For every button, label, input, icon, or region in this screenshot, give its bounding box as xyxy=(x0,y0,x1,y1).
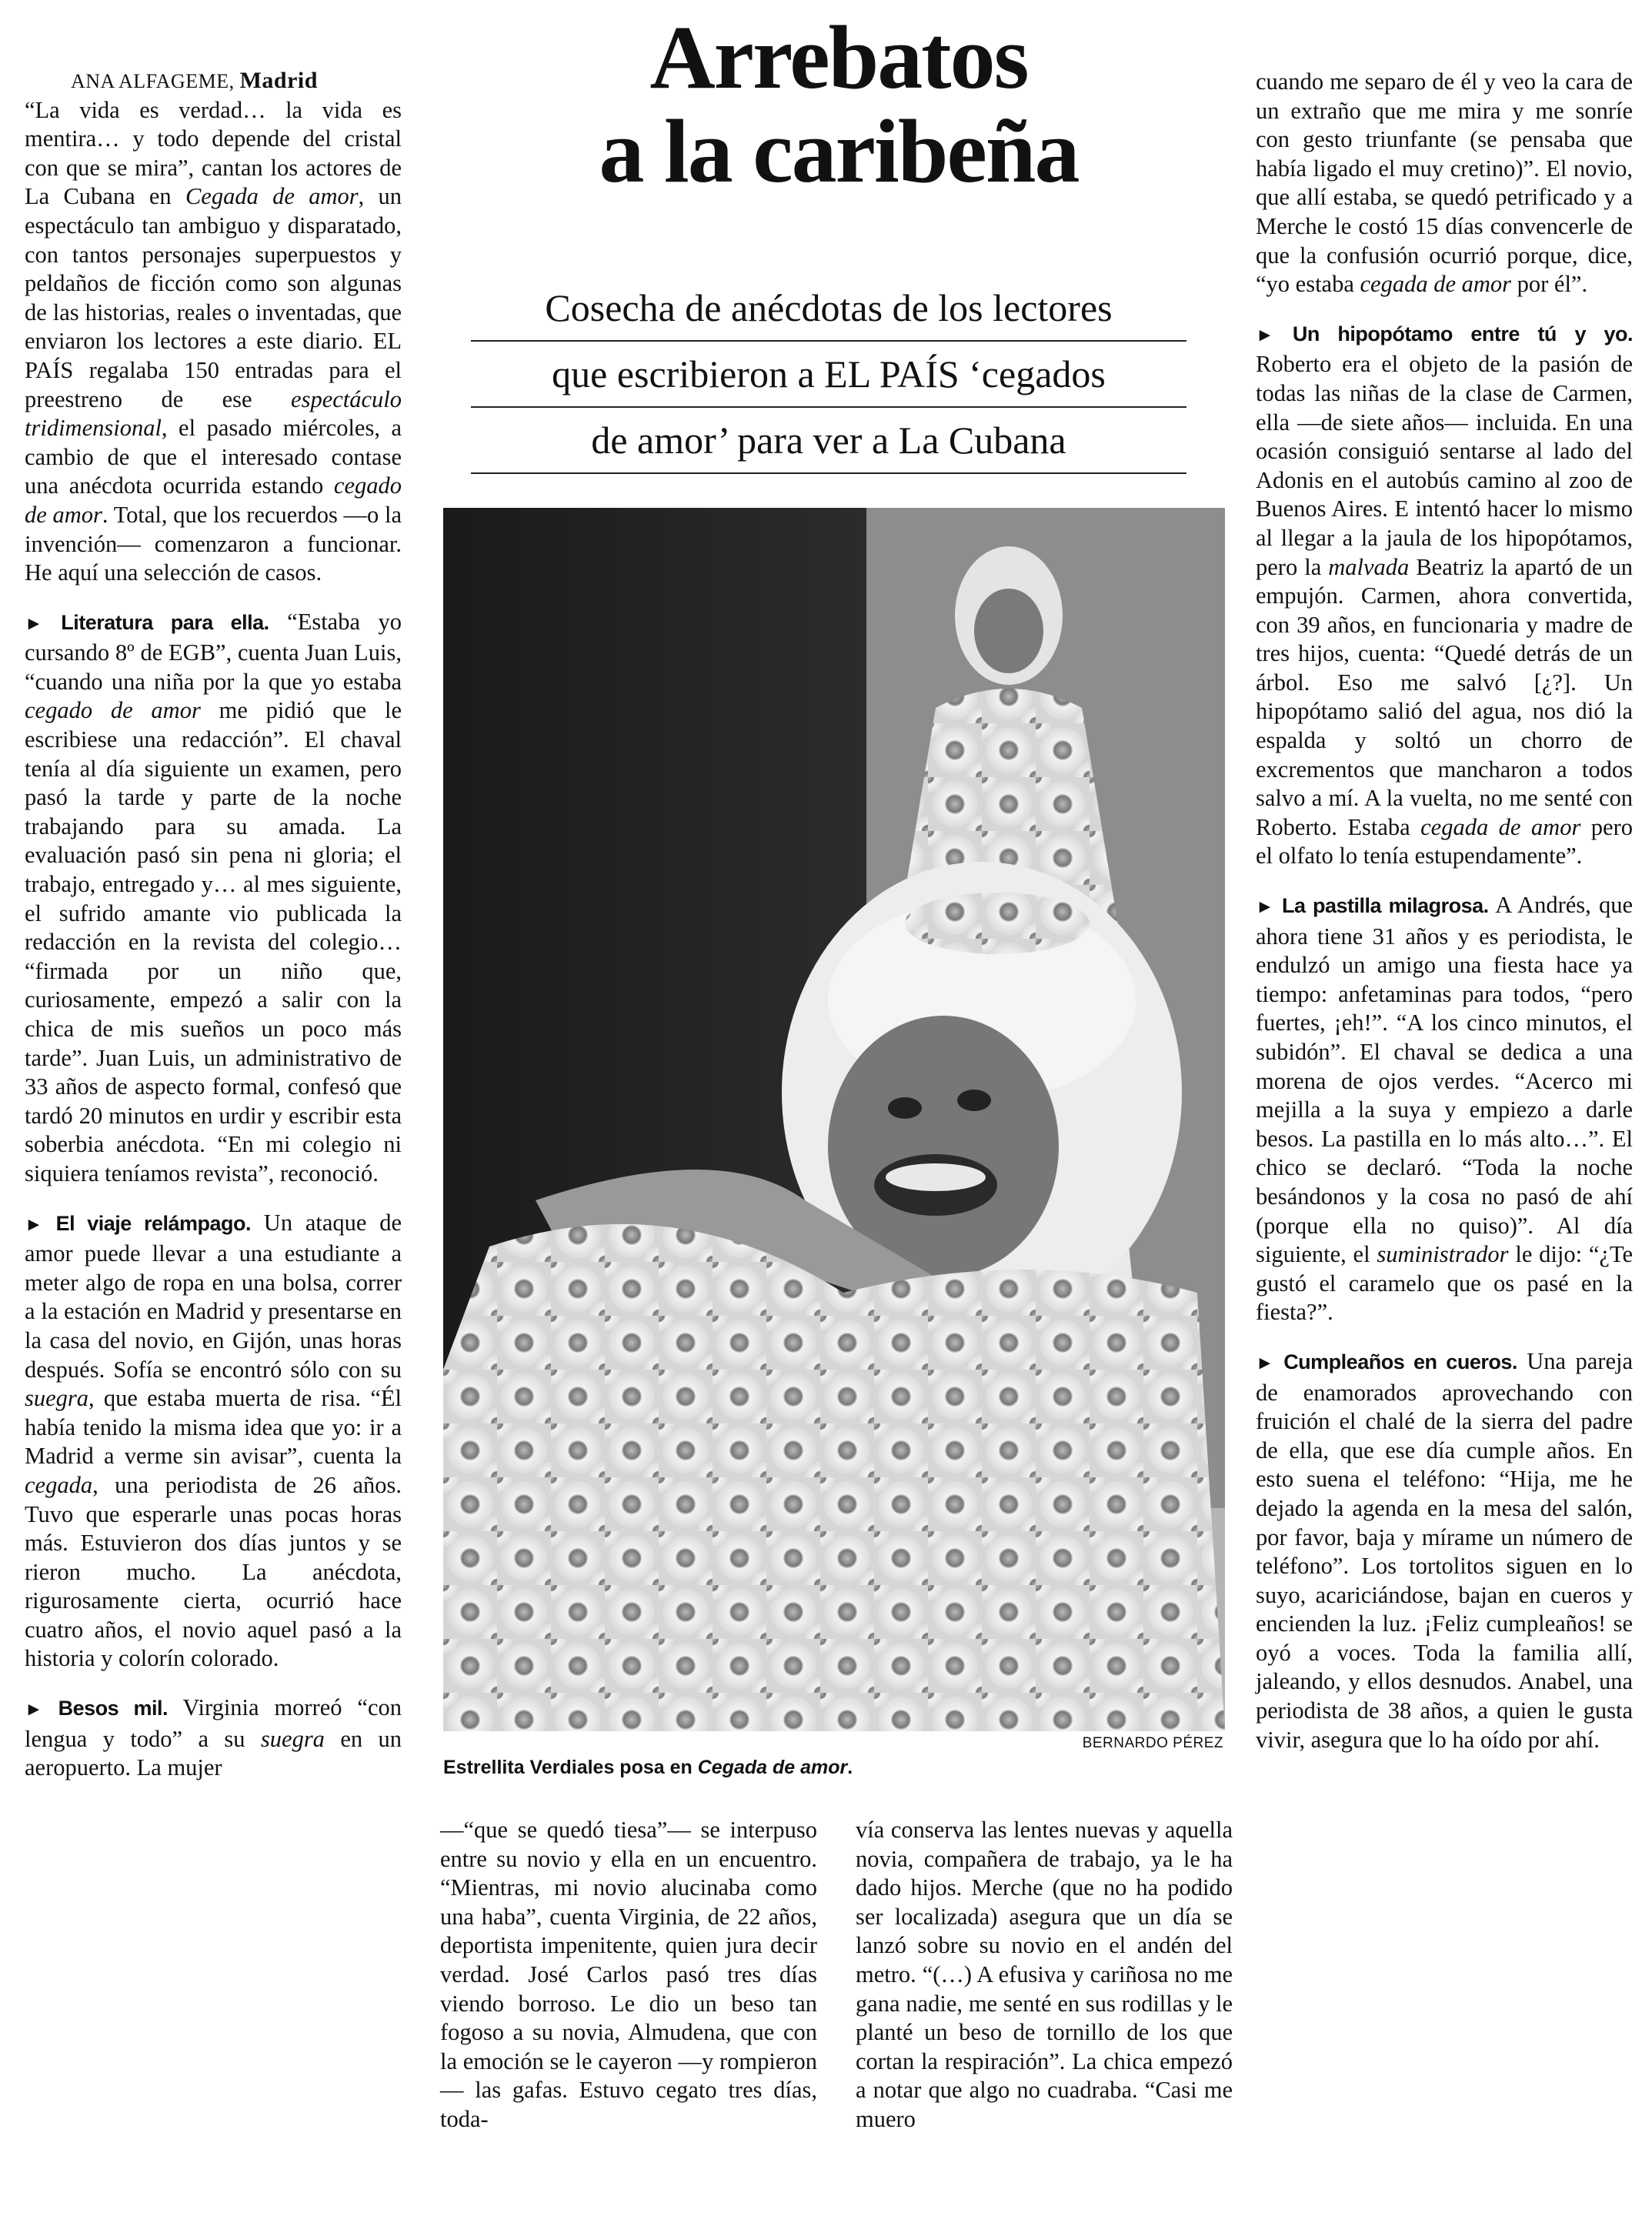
section-kicker: Literatura para ella. xyxy=(61,610,269,634)
section-paragraph xyxy=(1256,1347,1633,1754)
photo-credit: BERNARDO PÉREZ xyxy=(1082,1735,1223,1751)
section-text: Un ataque de amor puede llevar a una estudiante a meter algo de ropa en una bolsa, correr a la estación en Madrid y presentarse en la casa del novio, en Gijón, unas horas después. Sofía se encontró sólo con su suegra, que estaba muerta de risa. “Él había tenido la misma idea que yo: ir a Madrid a verme sin avisar”, cuenta la cegada, una periodista de 26 años. Tuvo que esperarle unas pocas horas más. Estuvieron dos días juntos y se rieron mucho. La anécdota, rigurosamente cierta, ocurrió hace cuatro años, el novio aquel pasó a la historia y colorín colorado. xyxy=(25,1209,402,1672)
section-text: A Andrés, que ahora tiene 31 años y es periodista, le endulzó un amigo una fiesta hace ya tiempo: anfetaminas para todos, “pero fuertes, ¡eh!”. “A los cinco minutos, el subidón”. El chaval se dedica a una morena de ojos verdes. “Acerco mi mejilla a la suya y empiezo a darle besos. La pastilla en lo más alto…”. El chico se declaró. “Toda la noche besándonos y la cosa no pasó de ahí (porque ella no quiso)”. Al día siguiente, el suministrador le dijo: “¿Te gustó el caramelo que os pasé en la fiesta?”. xyxy=(1256,892,1633,1326)
headline xyxy=(462,7,1216,202)
section-kicker: El viaje relámpago. xyxy=(55,1211,251,1235)
triangle-bullet-icon: ► xyxy=(1256,897,1274,918)
paragraph: —“que se quedó tiesa”— se interpuso entre su novio y ella en un encuentro. “Mientras, mi novio alucinaba como una haba”, cuenta Virginia, de 22 años, deportista impenitente, quien jura decir verdad. José Carlos pasó tres días viendo borroso. Le dio un beso tan fogoso a su novia, Almudena, que con la emoción se le cayeron —y rompieron— las gafas. Estuvo cegato tres días, toda- xyxy=(440,1817,817,2132)
photo-caption xyxy=(443,1757,1225,1779)
paragraph: “La vida es verdad… la vida es mentira… y todo depende del cristal con que se mira”, cantan los actores de La Cubana en Cegada de amor, un espectáculo tan ambiguo y disparatado, con tantos personajes superpuestos y peldaños de ficción como son algunas de las historias, reales o inventadas, que enviaron los lectores a este diario. EL PAÍS regalaba 150 entradas para el preestreno de ese espectáculo tridimensional, el pasado miércoles, a cambio de que el interesado contase una anécdota ocurrida estando cegado de amor. Total, que los recuerdos —o la invención— comenzaron a funcionar. He aquí una selección de casos. xyxy=(25,96,402,586)
headline-line-2: a la caribeña xyxy=(599,101,1079,202)
deck-line-2: que escribieron a EL PAÍS ‘cegados xyxy=(471,342,1186,408)
section-text: Roberto era el objeto de la pasión de todas las niñas de la clase de Carmen, ella —de siete años— incluida. En una ocasión consiguió sentarse al lado del Adonis en el autobús camino al zoo de Buenos Aires. E intentó hacer lo mismo al llegar a la jaula de los hipopótamos, pero la malvada Beatriz la apartó de un empujón. Carmen, ahora convertida, con 39 años, en funcionaria y madre de tres hijos, cuenta: “Quedé detrás de un árbol. Eso me salvó [¿?]. Un hipopótamo salió del agua, nos dió la espalda y soltó un chorro de excrementos que mancharon a todos salvo a mí. A la vuelta, no me senté con Roberto. Estaba cegada de amor pero el olfato lo tenía estupendamente”. xyxy=(1256,351,1633,869)
triangle-bullet-icon: ► xyxy=(1256,1353,1274,1373)
triangle-bullet-icon: ► xyxy=(25,613,43,634)
section-paragraph xyxy=(25,608,402,1189)
deck-line-3: de amor’ para ver a La Cubana xyxy=(471,408,1186,474)
byline xyxy=(25,66,402,96)
article-column-2 xyxy=(440,1816,817,2134)
triangle-bullet-icon: ► xyxy=(1256,325,1274,345)
triangle-bullet-icon: ► xyxy=(25,1700,43,1720)
caption-end: . xyxy=(847,1757,853,1778)
section-paragraph xyxy=(25,1694,402,1783)
article-column-4 xyxy=(1256,68,1633,1754)
triangle-bullet-icon: ► xyxy=(25,1214,43,1235)
byline-place: Madrid xyxy=(239,68,318,93)
photo-estrellita-verdiales xyxy=(443,508,1225,1731)
caption-text: Estrellita Verdiales posa en xyxy=(443,1757,698,1778)
section-paragraph xyxy=(1256,319,1633,871)
section-kicker: Un hipopótamo entre tú y yo. xyxy=(1292,322,1633,345)
caption-title: Cegada de amor xyxy=(697,1757,848,1778)
section-kicker: La pastilla milagrosa. xyxy=(1281,894,1489,918)
photo-illustration xyxy=(443,508,1225,1731)
paragraph: vía conserva las lentes nuevas y aquella novia, compañera de trabajo, ya le ha dado hijos. Merche (que no ha podido ser localizada) asegura que un día se lanzó sobre su novio en el andén del metro. “(…) A efusiva y cariñosa no me gana nadie, me senté en sus rodillas y le planté un beso de tornillo de los que cortan la respiración”. La chica empezó a notar que algo no cuadraba. “Casi me muero xyxy=(856,1817,1233,2132)
section-text: “Estaba yo cursando 8º de EGB”, cuenta Juan Luis, “cuando una niña por la que yo estaba cegado de amor me pidió que le escribiese una redacción”. El chaval tenía al día siguiente un examen, pero pasó la tarde y parte de la noche trabajando para su amada. La evaluación pasó sin pena ni gloria; el trabajo, entregado y… al mes siguiente, el sufrido amante vio publicada la redacción en la revista del colegio… “firmada por un niño que, curiosamente, empezó a salir con la chica de mis sueños un poco más tarde”. Juan Luis, un administrativo de 33 años de aspecto formal, confesó que tardó 20 minutos en urdir y escribir esta soberbia anécdota. “En mi colegio ni siquiera teníamos revista”, reconoció. xyxy=(25,608,402,1186)
section-text: Una pareja de enamorados aprovechando con fruición el chalé de la sierra del padre de ella, que ese día cumple años. En esto suena el teléfono: “Hija, me he dejado la agenda en la mesa del salón, por favor, baja y mírame un número de teléfono”. Los tortolitos siguen en lo suyo, acariciándose, bajan en cueros y encienden la luz. ¡Feliz cumpleaños! se oyó a voces. Toda la familia allí, jaleando, y ellos desnudos. Anabel, una periodista de 38 años, a quien le gusta vivir, asegura que lo ha oído por ahí. xyxy=(1256,1347,1634,1753)
section-paragraph xyxy=(25,1209,402,1674)
section-kicker: Cumpleaños en cueros. xyxy=(1283,1350,1517,1373)
section-text: Virginia morreó “con lengua y todo” a su suegra en un aeropuerto. La mujer xyxy=(25,1694,402,1781)
article-column-3 xyxy=(856,1816,1233,2134)
section-paragraph xyxy=(1256,891,1633,1327)
paragraph: cuando me separo de él y veo la cara de un extraño que me mira y me sonríe con gesto triunfante (se pensaba que había ligado el muy cretino)”. El novio, que allí estaba, se quedó petrificado y a Merche le costó 15 días convencerle de que la confusión ocurrió porque, dice, “yo estaba cegada de amor por él”. xyxy=(1256,68,1633,298)
deck xyxy=(471,275,1186,474)
headline-line-1: Arrebatos xyxy=(649,7,1028,108)
section-kicker: Besos mil. xyxy=(58,1697,168,1720)
deck-line-1: Cosecha de anécdotas de los lectores xyxy=(471,275,1186,342)
article-column-1 xyxy=(25,66,402,1783)
byline-author: ANA ALFAGEME, xyxy=(71,70,235,92)
